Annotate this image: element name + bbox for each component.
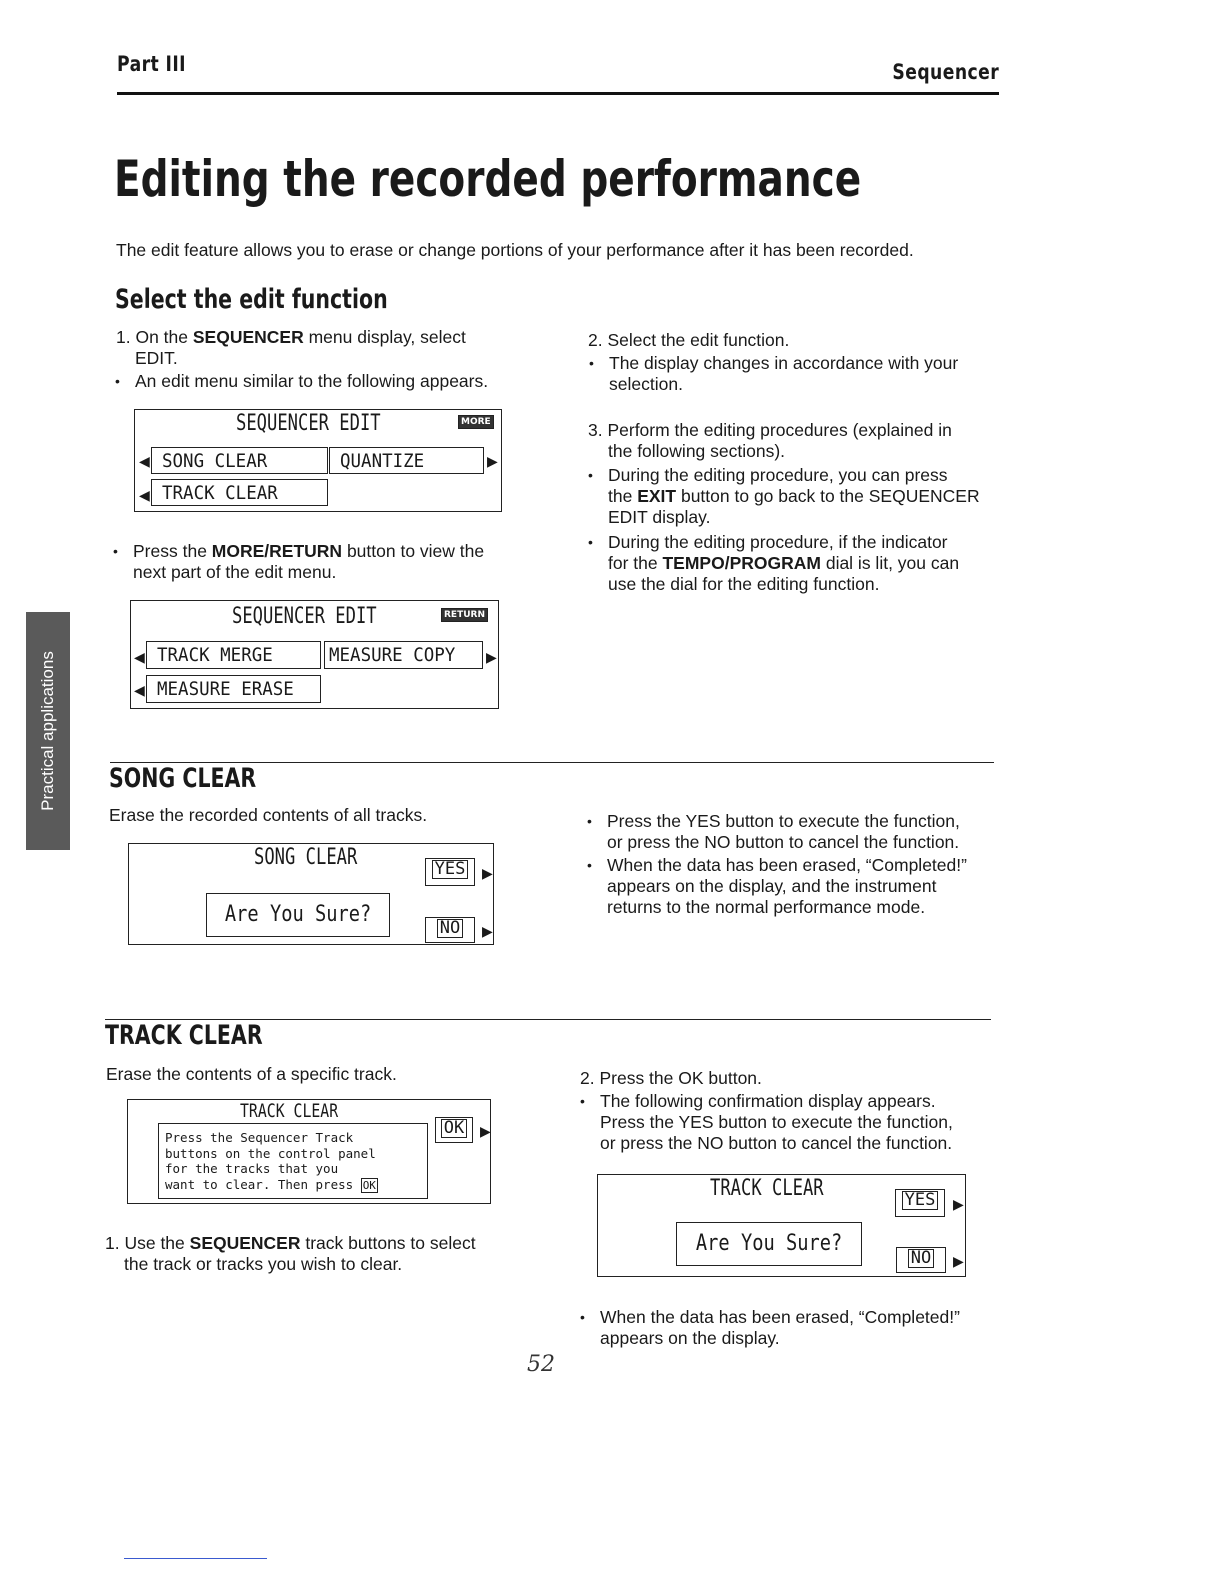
menu-track-merge[interactable]: TRACK MERGE	[146, 641, 321, 669]
select-bullet1: • An edit menu similar to the following appears.	[135, 371, 488, 392]
menu-quantize[interactable]: QUANTIZE	[329, 447, 484, 474]
section-heading-select: Select the edit function	[115, 284, 388, 315]
track-clear-instructions: Press the Sequencer Track buttons on the control panel for the tracks that you want to clear. Then press OK	[158, 1123, 428, 1199]
are-you-sure-prompt: Are You Sure?	[676, 1222, 862, 1266]
select-step2: 2. Select the edit function.	[588, 330, 790, 350]
lcd-title: SONG CLEAR	[254, 845, 358, 870]
lcd-track-clear-confirm	[597, 1174, 966, 1277]
lcd-title: TRACK CLEAR	[710, 1176, 824, 1201]
lcd-song-clear	[128, 843, 494, 945]
footer-line	[124, 1558, 267, 1559]
return-tag: RETURN	[441, 608, 488, 622]
track-clear-bullet2: • When the data has been erased, “Completed!” appears on the display.	[600, 1307, 1000, 1349]
select-bullet4: • During the editing procedure, you can press the EXIT button to go back to the SEQUENCER EDIT display.	[608, 465, 1008, 528]
lcd-title: TRACK CLEAR	[240, 1100, 339, 1122]
left-arrow-icon: ◀	[139, 453, 150, 469]
side-tab	[26, 612, 70, 850]
song-clear-bullet1: • Press the YES button to execute the function, or press the NO button to cancel the function.	[607, 811, 1007, 853]
right-arrow-icon: ▶	[480, 1123, 491, 1139]
yes-button[interactable]: YES	[425, 858, 475, 886]
left-arrow-icon: ◀	[139, 487, 150, 503]
select-step1: 1. On the SEQUENCER menu display, select EDIT.	[116, 327, 466, 368]
page-number: 52	[527, 1352, 555, 1377]
select-bullet5: • During the editing procedure, if the indicator for the TEMPO/PROGRAM dial is lit, you can use the dial for the editing function.	[608, 532, 1008, 595]
track-clear-desc: Erase the contents of a specific track.	[106, 1064, 397, 1084]
section-heading-song-clear: SONG CLEAR	[109, 763, 257, 794]
lcd-sequencer-edit-1	[134, 409, 502, 512]
left-arrow-icon: ◀	[134, 649, 145, 665]
section-heading-track-clear: TRACK CLEAR	[105, 1020, 263, 1051]
track-clear-step1: 1. Use the SEQUENCER track buttons to select the track or tracks you wish to clear.	[105, 1233, 476, 1274]
yes-button[interactable]: YES	[895, 1189, 945, 1217]
lcd-title: SEQUENCER EDIT	[232, 604, 377, 629]
track-clear-bullet1: • The following confirmation display appears. Press the YES button to execute the function, or press the NO button to cancel the function.	[600, 1091, 1000, 1154]
right-arrow-icon: ▶	[486, 649, 497, 665]
no-button[interactable]: NO	[896, 1247, 946, 1273]
right-arrow-icon: ▶	[953, 1196, 964, 1212]
header-section-label: Sequencer	[892, 60, 999, 84]
header-rule	[117, 92, 999, 95]
right-arrow-icon: ▶	[482, 865, 493, 881]
song-clear-bullet2: • When the data has been erased, “Completed!” appears on the display, and the instrument returns to the normal performance mode.	[607, 855, 1007, 918]
ok-button[interactable]: OK	[435, 1117, 473, 1143]
menu-song-clear[interactable]: SONG CLEAR	[151, 447, 328, 474]
more-tag: MORE	[458, 415, 494, 429]
right-arrow-icon: ▶	[482, 923, 493, 939]
lcd-title: SEQUENCER EDIT	[236, 411, 381, 436]
no-button[interactable]: NO	[425, 917, 475, 943]
menu-measure-erase[interactable]: MEASURE ERASE	[146, 675, 321, 703]
select-bullet3: • The display changes in accordance with your selection.	[609, 353, 1009, 395]
menu-track-clear[interactable]: TRACK CLEAR	[151, 479, 328, 506]
select-bullet2: • Press the MORE/RETURN button to view the next part of the edit menu.	[133, 541, 533, 583]
left-arrow-icon: ◀	[134, 682, 145, 698]
right-arrow-icon: ▶	[953, 1253, 964, 1269]
intro-text: The edit feature allows you to erase or change portions of your performance after it has been recorded.	[116, 240, 914, 260]
side-tab-label: Practical applications	[38, 651, 57, 811]
song-clear-desc: Erase the recorded contents of all tracks.	[109, 805, 428, 825]
lcd-sequencer-edit-2	[130, 600, 499, 709]
menu-measure-copy[interactable]: MEASURE COPY	[324, 641, 483, 669]
are-you-sure-prompt: Are You Sure?	[206, 893, 390, 937]
select-step3: 3. Perform the editing procedures (explained in the following sections).	[588, 420, 952, 461]
page-title: Editing the recorded performance	[114, 150, 862, 208]
lcd-track-clear-instructions	[127, 1099, 491, 1204]
right-arrow-icon: ▶	[487, 453, 498, 469]
track-clear-step2: 2. Press the OK button.	[580, 1068, 762, 1088]
header-part-label: Part III	[117, 52, 187, 76]
